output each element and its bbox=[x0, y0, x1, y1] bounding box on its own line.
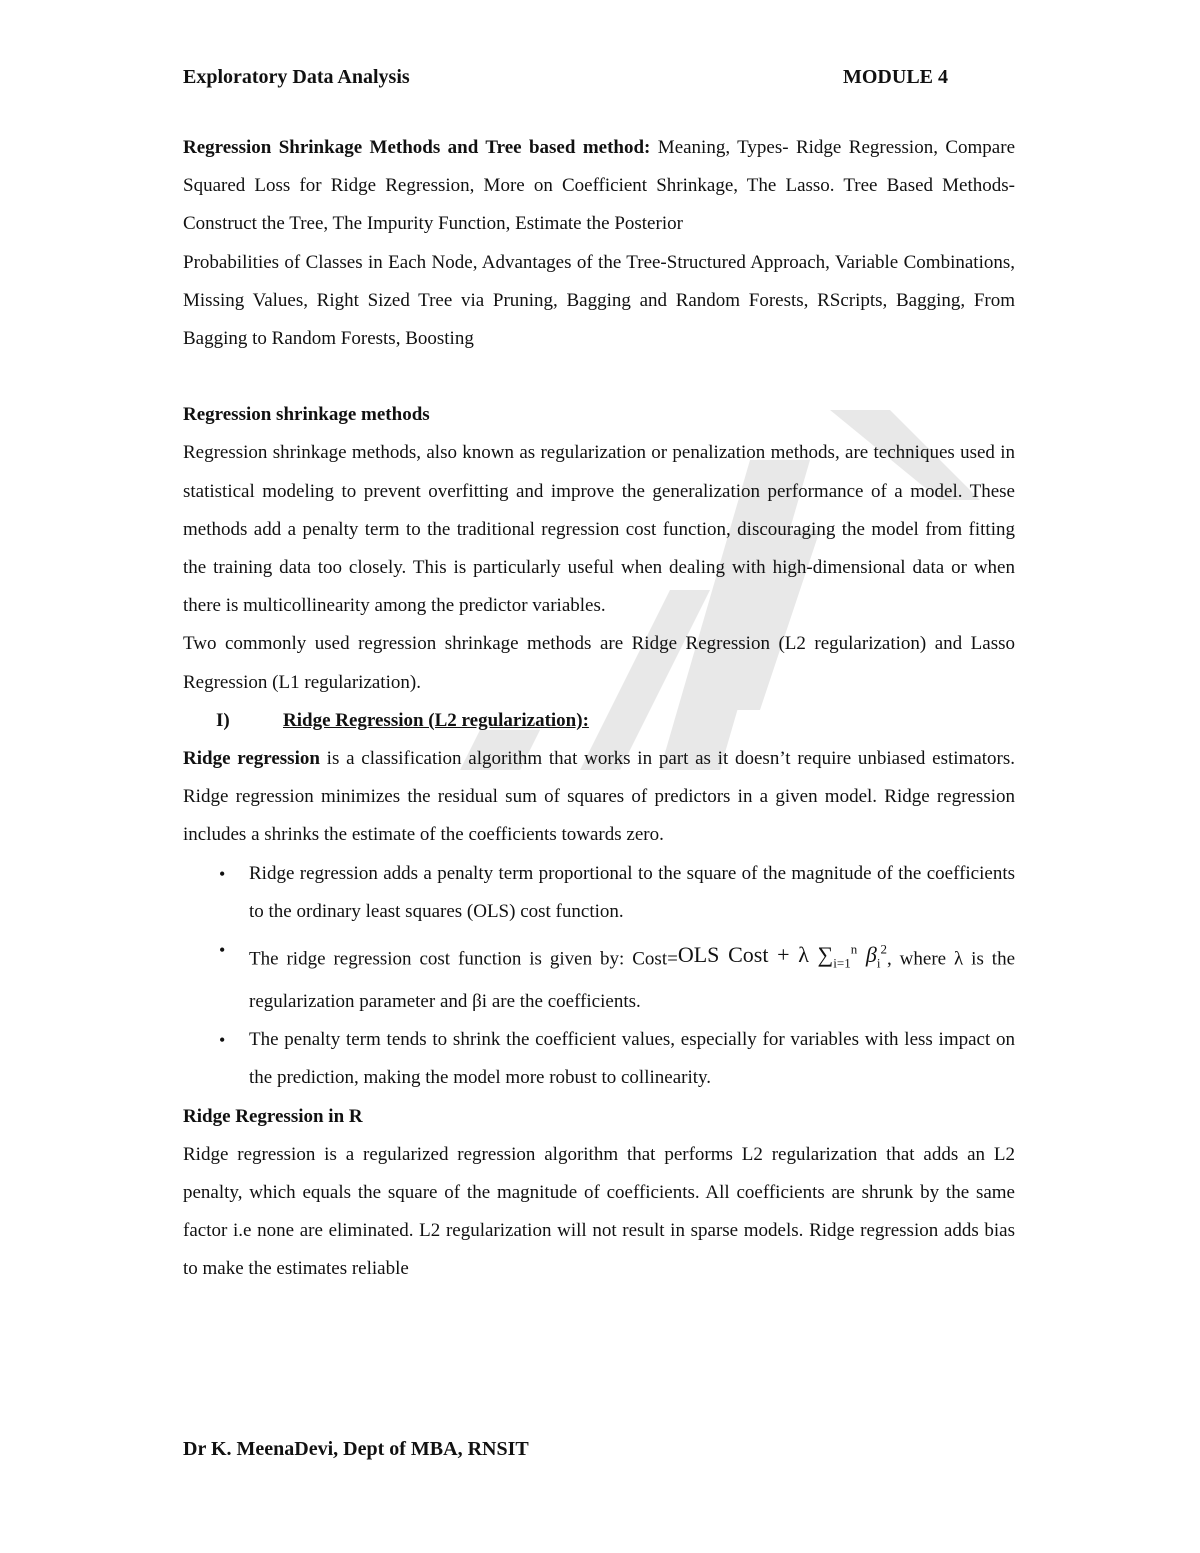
document-body bbox=[183, 129, 1015, 1289]
shrinkage-paragraph: Regression shrinkage methods, also known as regularization or penalization methods, are techniques used in statistical modeling to prevent overfitting and improve the generalization performance of a model. These methods add a penalty term to the traditional regression cost function, discouraging the model from fitting the training data too closely. This is particularly useful when dealing with high-dimensional data or when there is multicollinearity among the predictor variables. bbox=[183, 442, 1015, 617]
intro-paragraph-continued: Probabilities of Classes in Each Node, Advantages of the Tree-Structured Approach, Variable Combinations, Missing Values, Right Sized Tree via Pruning, Bagging and Random Forests, RScripts, Bagging, From Bagging to Random Forests, Boosting bbox=[183, 251, 1015, 350]
formula-sum-upper: n bbox=[850, 942, 858, 958]
ridge-cost-formula bbox=[677, 942, 887, 971]
ridge-section-number: I) bbox=[216, 709, 230, 731]
section-heading-shrinkage: Regression shrinkage methods bbox=[183, 404, 430, 426]
formula-main: OLS Cost + λ ∑ bbox=[677, 942, 834, 968]
formula-beta-sub: i bbox=[876, 955, 881, 971]
ridge-bullet-list bbox=[183, 855, 1015, 1098]
ridge-section-title: Ridge Regression (L2 regularization): bbox=[283, 709, 589, 731]
ridge-section-heading bbox=[183, 702, 1015, 740]
header-course-title: Exploratory Data Analysis bbox=[183, 66, 410, 88]
header-module-label: MODULE 4 bbox=[843, 66, 948, 88]
ridge-lead-text: is a classification algorithm that works in part as it doesn’t require unbiased estimators. Ridge regression minimizes the residual sum of squares of predictors in a given model. Ridge regression includes a shrinks the estimate of the coefficients towards zero. bbox=[183, 748, 1015, 846]
formula-beta: β bbox=[865, 942, 877, 968]
shrinkage-paragraph-2: Two commonly used regression shrinkage methods are Ridge Regression (L2 regularization) and Lasso Regression (L1 regularization). bbox=[183, 633, 1015, 693]
page-footer: Dr K. MeenaDevi, Dept of MBA, RNSIT bbox=[183, 1438, 529, 1460]
cost-function-explanation: , where λ is the regularization parameter and βi are the coefficients. bbox=[249, 948, 1015, 1012]
list-item: • Ridge regression adds a penalty term proportional to the square of the magnitude of the coefficients to the ordinary least squares (OLS) cost function. bbox=[183, 855, 1015, 931]
ridge-in-r-paragraph: Ridge regression is a regularized regression algorithm that performs L2 regularization that adds an L2 penalty, which equals the square of the magnitude of coefficients. All coefficients are shrunk by the same factor i.e none are eliminated. L2 regularization will not result in sparse models. Ridge regression adds bias to make the estimates reliable bbox=[183, 1143, 1015, 1280]
formula-sum-lower: i=1 bbox=[833, 955, 851, 971]
intro-text: Meaning, Types- Ridge Regression, Compare Squared Loss for Ridge Regression, More on Coefficient Shrinkage, The Lasso. Tree Based Methods- Construct the Tree, The Impurity Function, Estimate the Posterior bbox=[183, 137, 1016, 235]
ridge-intro-paragraph bbox=[183, 740, 1015, 855]
list-item: • The penalty term tends to shrink the coefficient values, especially for variables with less impact on the prediction, making the model more robust to collinearity. bbox=[183, 1021, 1015, 1097]
list-item bbox=[183, 931, 1015, 1021]
section-heading-ridge-in-r: Ridge Regression in R bbox=[183, 1105, 363, 1127]
cost-function-label: The ridge regression cost function is given by: Cost= bbox=[249, 948, 678, 970]
formula-beta-sup: 2 bbox=[880, 942, 887, 958]
ridge-lead-bold: Ridge regression bbox=[183, 748, 320, 770]
page-header bbox=[183, 66, 948, 94]
intro-bold-lead: Regression Shrinkage Methods and Tree based method: bbox=[183, 137, 651, 158]
intro-paragraph bbox=[183, 129, 1015, 244]
